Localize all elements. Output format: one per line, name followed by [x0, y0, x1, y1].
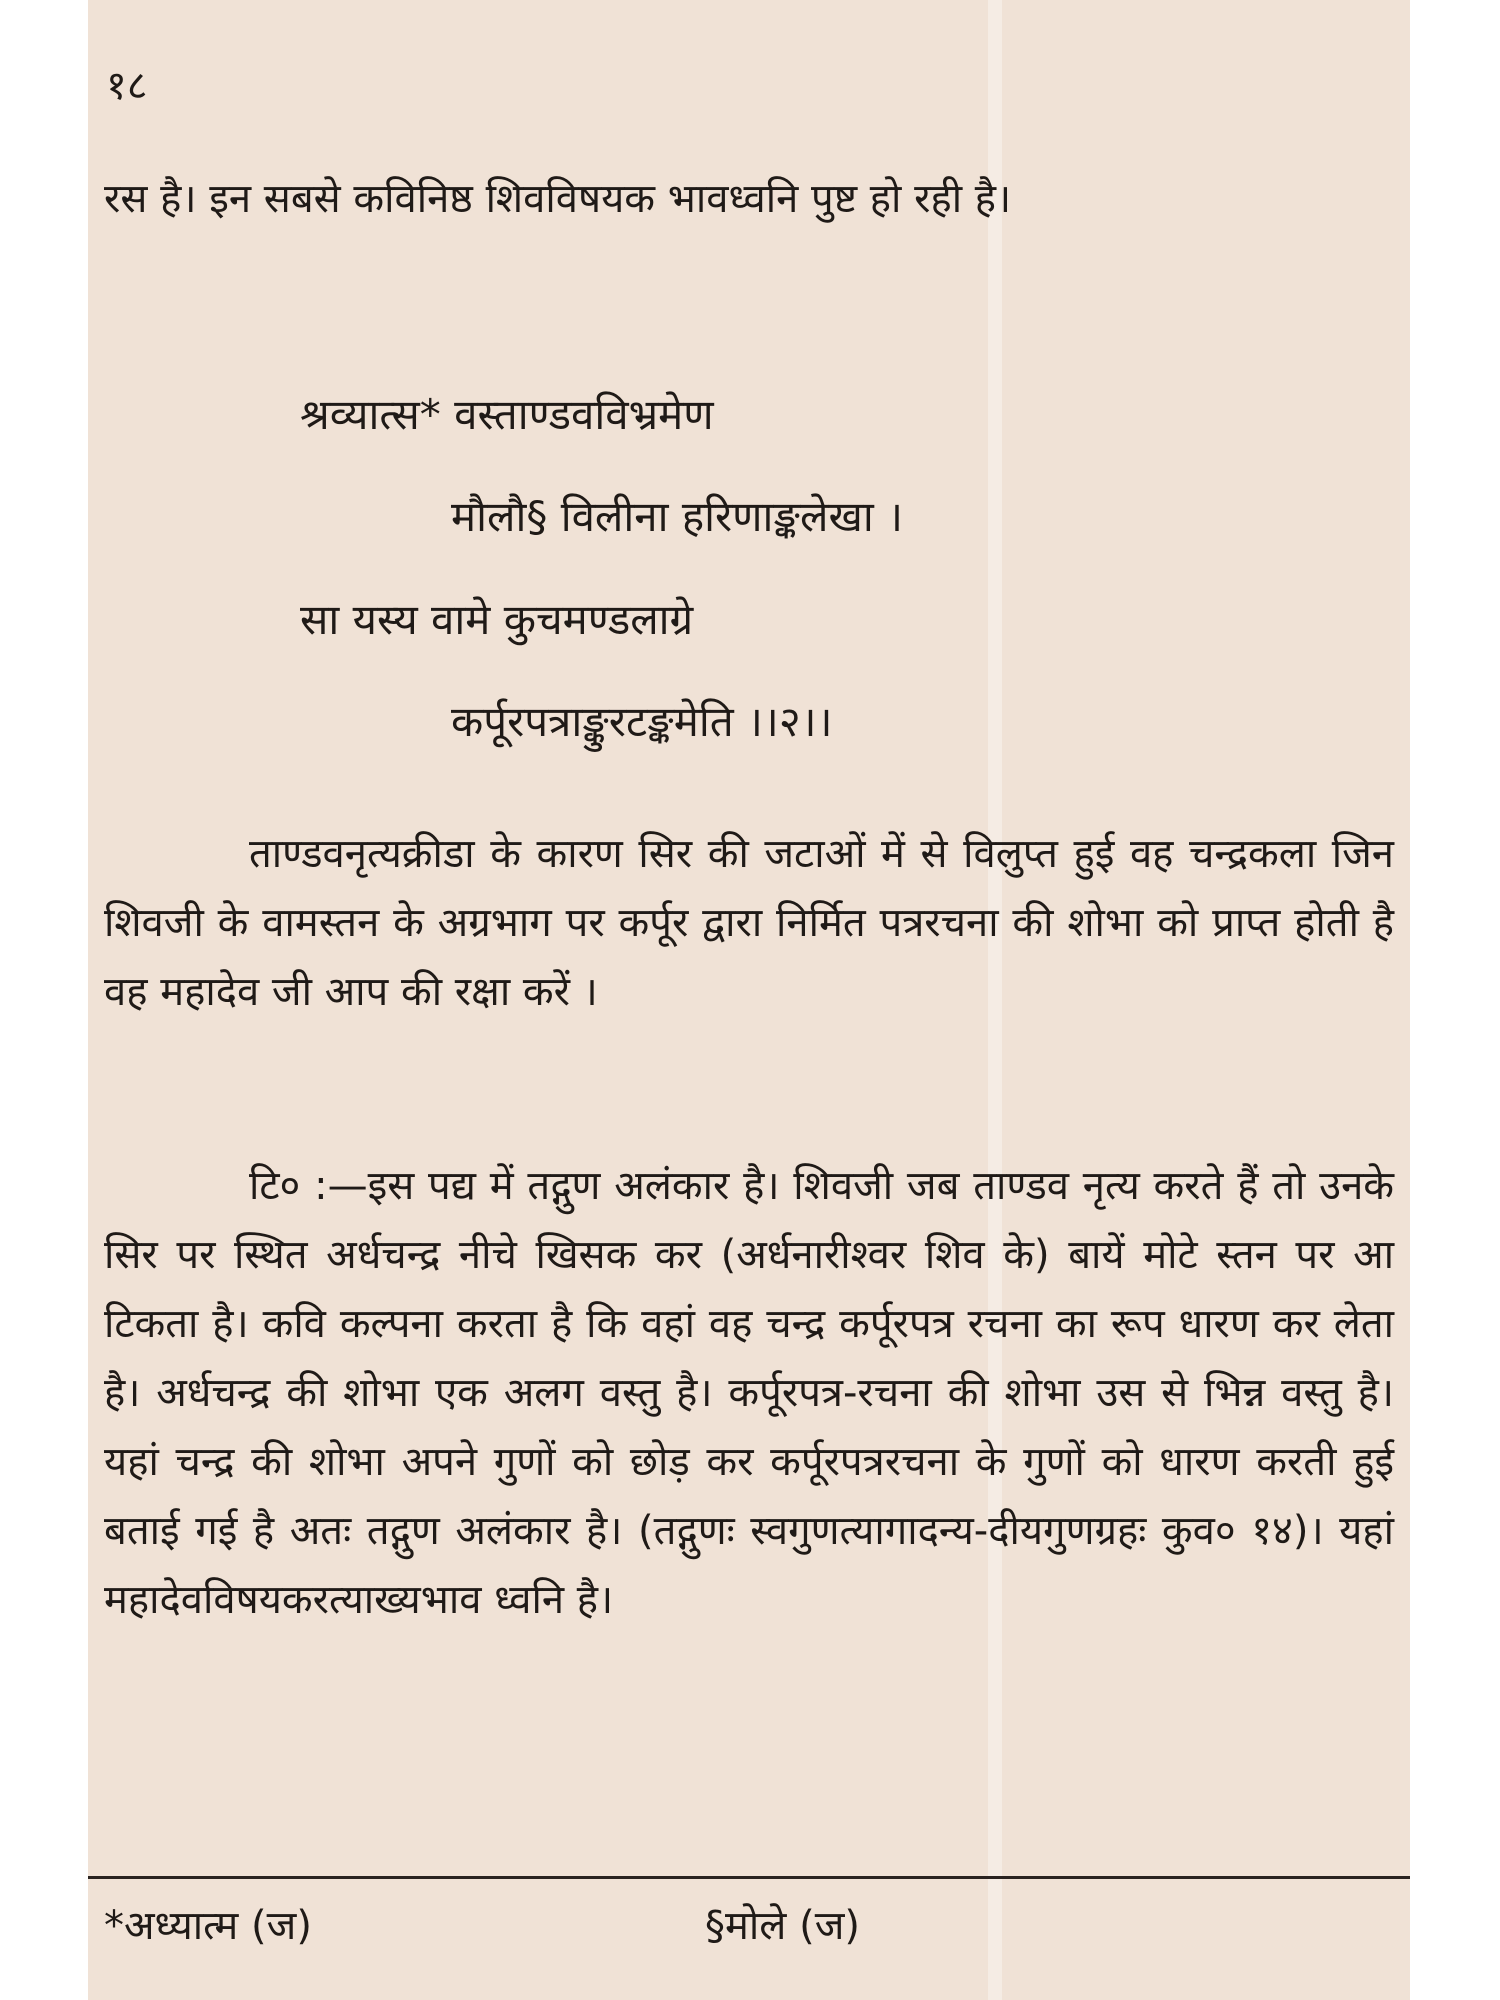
footnote-1: *अध्यात्म (ज) — [104, 1903, 312, 1949]
footnote-2: §मोले (ज) — [705, 1903, 861, 1949]
verse-line-3: सा यस्य वामे कुचमण्डलाग्रे — [300, 595, 694, 644]
book-page — [88, 0, 1410, 2000]
footnote-divider — [88, 1876, 1410, 1879]
page-number: १८ — [106, 63, 148, 109]
translation-paragraph: ताण्डवनृत्यक्रीडा के कारण सिर की जटाओं में से विलुप्त हुई वह चन्द्रकला जिन शिवजी के वामस्तन के अग्रभाग पर कर्पूर द्वारा निर्मित पत्ररचना की शोभा को प्राप्त होती है वह महादेव जी आप की रक्षा करें । — [104, 831, 1394, 1015]
verse-line-4: कर्पूरपत्राङ्कुरटङ्कमेति ।।२।। — [451, 697, 833, 746]
commentary-paragraph: टि० :—इस पद्य में तद्गुण अलंकार है। शिवजी जब ताण्डव नृत्य करते हैं तो उनके सिर पर स्थित अर्धचन्द्र नीचे खिसक कर (अर्धनारीश्वर शिव के) बायें मोटे स्तन पर आ टिकता है। कवि कल्पना करता है कि वहां वह चन्द्र कर्पूरपत्र रचना का रूप धारण कर लेता है। अर्धचन्द्र की शोभा एक अलग वस्तु है। कर्पूरपत्र-रचना की शोभा उस से भिन्न वस्तु है। यहां चन्द्र की शोभा अपने गुणों को छोड़ कर कर्पूरपत्ररचना के गुणों को धारण करती हुई बताई गई है अतः तद्गुण अलंकार है। (तद्गुणः स्वगुणत्यागादन्य-दीयगुणग्रहः कुव० १४)। यहां महादेवविषयकरत्याख्यभाव ध्वनि है। — [104, 1163, 1394, 1623]
intro-paragraph: रस है। इन सबसे कविनिष्ठ शिवविषयक भावध्वनि पुष्ट हो रही है। — [104, 176, 1012, 222]
verse-line-1: श्रव्यात्स* वस्ताण्डवविभ्रमेण — [300, 390, 714, 439]
verse-line-2: मौलौ§ विलीना हरिणाङ्कलेखा । — [451, 492, 903, 541]
